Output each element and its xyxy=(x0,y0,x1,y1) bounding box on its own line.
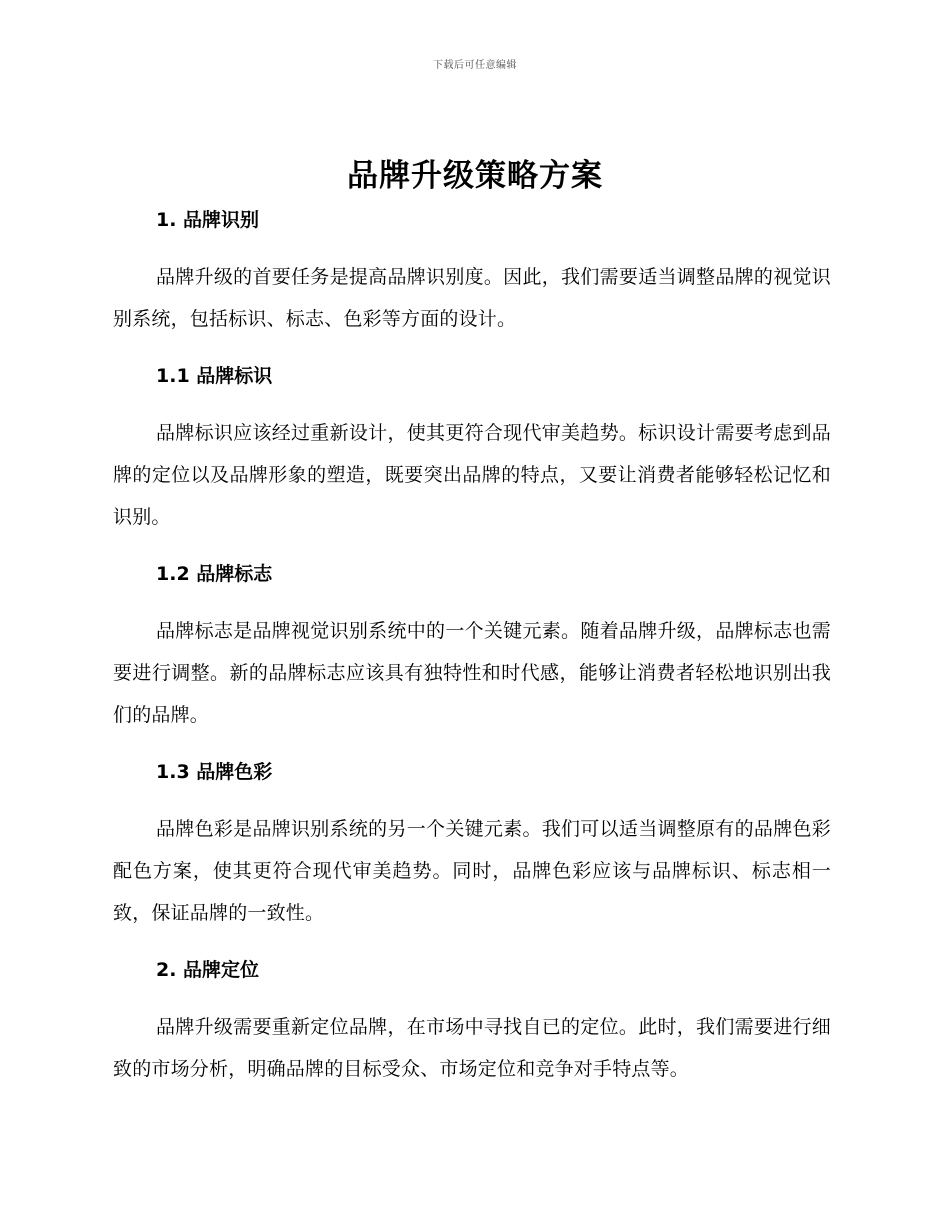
section-brand-mark xyxy=(113,360,831,538)
page-header-note: 下载后可任意编辑 xyxy=(433,60,517,71)
section-brand-identity xyxy=(113,204,831,340)
section-brand-color xyxy=(113,756,831,934)
document-body xyxy=(113,204,831,1110)
section-paragraph: 品牌升级的首要任务是提高品牌识别度。因此，我们需要适当调整品牌的视觉识别系统，包括标识、标志、色彩等方面的设计。 xyxy=(113,266,831,330)
document-title: 品牌升级策略方案 xyxy=(347,158,603,194)
section-heading: 1.2 品牌标志 xyxy=(156,563,273,585)
section-paragraph: 品牌标识应该经过重新设计，使其更符合现代审美趋势。标识设计需要考虑到品牌的定位以及品牌形象的塑造，既要突出品牌的特点，又要让消费者能够轻松记忆和识别。 xyxy=(113,422,831,528)
section-paragraph: 品牌标志是品牌视觉识别系统中的一个关键元素。随着品牌升级，品牌标志也需要进行调整。新的品牌标志应该具有独特性和时代感，能够让消费者轻松地识别出我们的品牌。 xyxy=(113,620,831,726)
section-paragraph: 品牌升级需要重新定位品牌，在市场中寻找自已的定位。此时，我们需要进行细致的市场分析，明确品牌的目标受众、市场定位和竞争对手特点等。 xyxy=(113,1016,831,1080)
section-heading: 1.1 品牌标识 xyxy=(156,365,273,387)
section-heading: 2. 品牌定位 xyxy=(156,959,260,981)
section-heading: 1. 品牌识别 xyxy=(156,209,260,231)
section-heading: 1.3 品牌色彩 xyxy=(156,761,273,783)
section-brand-positioning xyxy=(113,954,831,1090)
section-paragraph: 品牌色彩是品牌识别系统的另一个关键元素。我们可以适当调整原有的品牌色彩配色方案，使其更符合现代审美趋势。同时，品牌色彩应该与品牌标识、标志相一致，保证品牌的一致性。 xyxy=(113,818,831,924)
section-brand-logo xyxy=(113,558,831,736)
